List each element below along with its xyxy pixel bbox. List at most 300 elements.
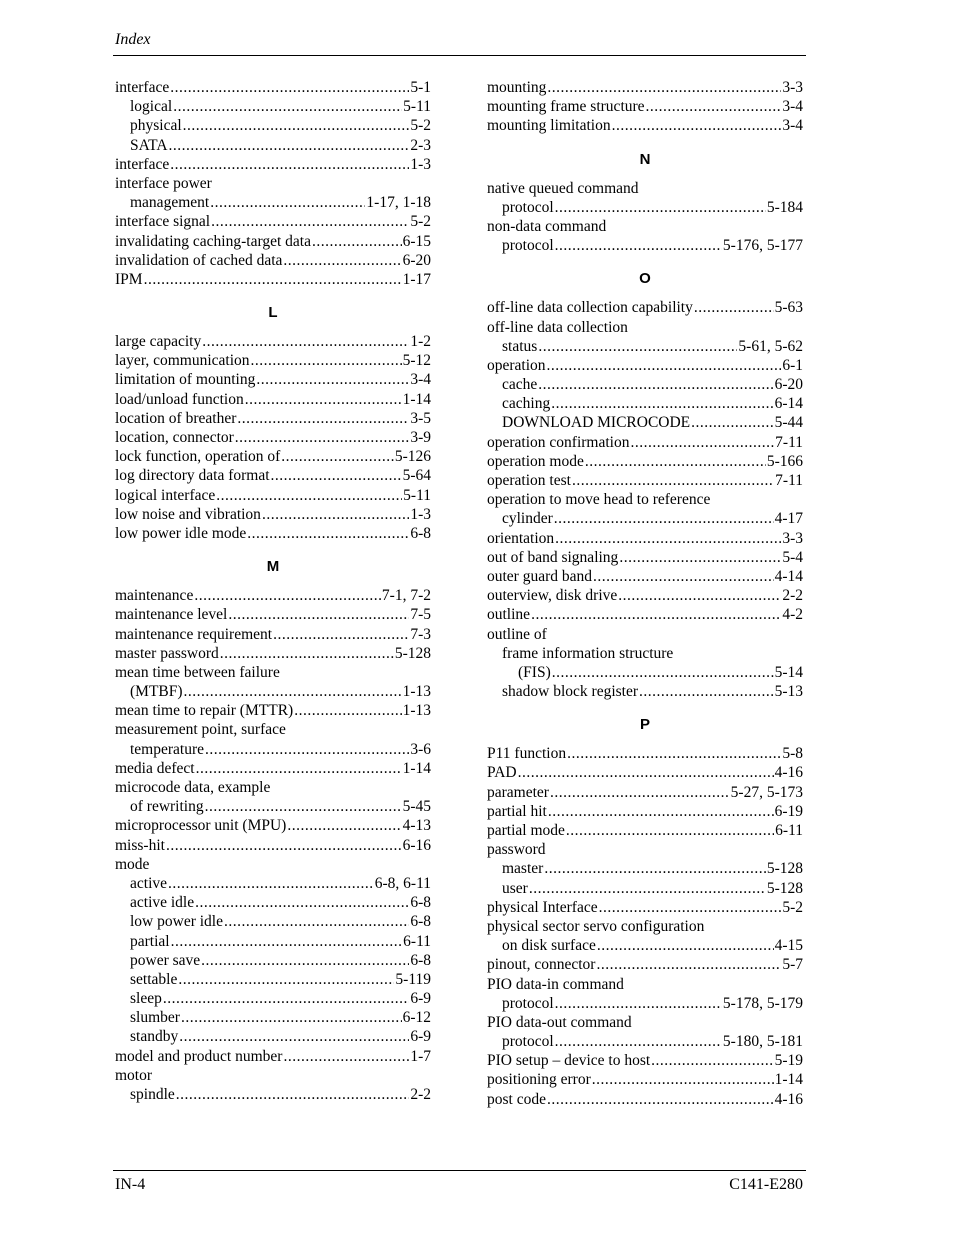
dot-leader — [538, 375, 773, 394]
index-term: (MTBF) — [130, 683, 183, 701]
index-entry — [487, 318, 803, 337]
index-entry — [487, 917, 803, 936]
index-term: partial — [130, 932, 170, 950]
index-term: partial mode — [487, 822, 565, 839]
index-term: interface — [115, 155, 170, 173]
index-page-ref: 7-5 — [410, 606, 431, 624]
index-entry — [115, 682, 431, 701]
index-entry — [115, 1047, 431, 1066]
index-term: orientation — [487, 529, 555, 547]
dot-leader — [168, 874, 374, 893]
index-page-ref: 4-15 — [774, 937, 803, 955]
index-term: frame information structure — [502, 644, 674, 662]
index-entry — [487, 859, 803, 878]
dot-leader — [639, 682, 774, 701]
index-entry — [487, 586, 803, 605]
index-page-ref: 5-61, 5-62 — [738, 337, 803, 355]
dot-leader — [547, 356, 782, 375]
index-page-ref: 5-45 — [402, 798, 431, 816]
index-entry — [487, 936, 803, 955]
index-term: spindle — [130, 1086, 175, 1103]
dot-leader — [169, 136, 410, 155]
index-entry — [115, 370, 431, 389]
index-page-ref: 4-17 — [774, 510, 803, 528]
index-entry — [115, 951, 431, 970]
index-entry — [487, 567, 803, 586]
dot-leader — [547, 78, 781, 97]
index-page-ref: 4-16 — [774, 1090, 803, 1108]
dot-leader — [256, 370, 409, 389]
index-page-ref: 1-3 — [410, 505, 431, 523]
index-term: caching — [502, 395, 551, 413]
index-page-ref: 1-7 — [410, 1047, 431, 1065]
index-entry — [115, 251, 431, 270]
index-term: motor — [115, 1066, 153, 1084]
dot-leader — [555, 994, 722, 1013]
index-term: IPM — [115, 270, 143, 288]
dot-leader — [312, 232, 402, 251]
index-page-ref: 5-7 — [782, 956, 803, 974]
index-term: mean time between failure — [115, 663, 280, 681]
index-page-ref: 5-63 — [774, 299, 803, 317]
dot-leader — [205, 797, 402, 816]
dot-leader — [694, 298, 774, 317]
dot-leader — [651, 1051, 773, 1070]
index-term: layer, communication — [115, 352, 250, 370]
index-page-ref: 6-20 — [402, 251, 431, 269]
page-header-title: Index — [115, 31, 151, 48]
index-term: location, connector — [115, 429, 234, 446]
index-entry — [115, 97, 431, 116]
index-term: media defect — [115, 759, 195, 777]
index-entry — [115, 874, 431, 893]
index-entry — [487, 802, 803, 821]
index-entry — [115, 390, 431, 409]
index-page-ref: 5-13 — [774, 683, 803, 701]
index-term: outer guard band — [487, 567, 593, 585]
index-page-ref: 1-14 — [774, 1071, 803, 1089]
index-page-ref: 1-13 — [402, 702, 431, 720]
index-entry — [487, 1032, 803, 1051]
index-page-ref: 2-3 — [410, 136, 431, 154]
dot-leader — [596, 955, 781, 974]
index-term: non-data command — [487, 217, 607, 235]
dot-leader — [294, 701, 401, 720]
dot-leader — [597, 936, 774, 955]
index-entry — [487, 236, 803, 255]
index-entry — [115, 193, 431, 212]
index-section-letter: O — [639, 270, 651, 288]
index-term: off-line data collection — [487, 318, 628, 336]
index-term: maintenance level — [115, 606, 228, 624]
dot-leader — [555, 236, 722, 255]
index-entry — [115, 428, 431, 447]
dot-leader — [202, 332, 409, 351]
index-term: user — [502, 879, 528, 897]
dot-leader — [228, 605, 409, 624]
index-entry — [115, 155, 431, 174]
index-term: off-line data collection capability — [487, 299, 693, 317]
dot-leader — [593, 567, 774, 586]
index-page-ref: 6-8 — [410, 951, 431, 969]
index-term: model and product number — [115, 1047, 283, 1065]
index-page-ref: 5-1 — [410, 79, 431, 96]
dot-leader — [547, 1090, 774, 1109]
index-term: outline — [487, 606, 531, 624]
index-page-ref: 5-166 — [766, 452, 803, 470]
index-entry — [115, 505, 431, 524]
index-term: status — [502, 337, 538, 355]
index-term: microcode data, example — [115, 779, 271, 796]
dot-leader — [171, 932, 403, 951]
index-page-ref: 7-11 — [775, 472, 803, 489]
index-page-ref: 5-27, 5-173 — [730, 783, 803, 801]
index-entry — [487, 337, 803, 356]
index-term: maintenance — [115, 587, 194, 605]
index-entry — [487, 509, 803, 528]
dot-leader — [599, 898, 782, 917]
dot-leader — [194, 586, 381, 605]
index-term: management — [130, 194, 210, 212]
index-section-letter: N — [639, 150, 651, 168]
index-page-ref: 5-178, 5-179 — [722, 994, 803, 1012]
index-term: password — [487, 841, 546, 859]
index-term: physical Interface — [487, 898, 598, 916]
index-entry — [487, 1070, 803, 1089]
index-page-ref: 6-14 — [774, 395, 803, 413]
dot-leader — [262, 505, 409, 524]
index-term: outerview, disk drive — [487, 587, 618, 605]
index-page-ref: 5-176, 5-177 — [722, 237, 803, 255]
index-section-letter: P — [639, 716, 650, 734]
index-entry — [487, 433, 803, 452]
index-term: protocol — [502, 1033, 554, 1051]
dot-leader — [554, 509, 774, 528]
index-page-ref: 1-2 — [410, 333, 431, 351]
index-entry — [115, 136, 431, 155]
dot-leader — [181, 1008, 402, 1027]
index-term: outline of — [487, 625, 547, 643]
index-entry — [115, 605, 431, 624]
index-term: master — [502, 860, 544, 878]
index-term: cylinder — [502, 510, 553, 528]
index-entry — [115, 932, 431, 951]
dot-leader — [166, 836, 402, 855]
index-page-ref: 5-8 — [782, 745, 803, 763]
index-page-ref: 3-4 — [782, 98, 803, 116]
index-entry — [487, 605, 803, 624]
index-entry — [115, 836, 431, 855]
index-page-ref: 2-2 — [782, 587, 803, 605]
index-entry — [115, 644, 431, 663]
index-term: SATA — [130, 136, 168, 154]
index-entry — [115, 78, 431, 97]
index-page-ref: 3-6 — [410, 740, 431, 758]
dot-leader — [548, 802, 774, 821]
dot-leader — [555, 1032, 722, 1051]
index-entry — [115, 232, 431, 251]
index-entry — [115, 720, 431, 739]
index-entry — [115, 1027, 431, 1046]
index-page-ref: 4-13 — [402, 817, 431, 835]
index-entry — [487, 879, 803, 898]
index-entry — [487, 97, 803, 116]
dot-leader — [163, 989, 409, 1008]
index-term: lock function, operation of — [115, 448, 281, 466]
dot-leader — [552, 663, 774, 682]
index-page-ref: 5-180, 5-181 — [722, 1033, 803, 1051]
dot-leader — [183, 116, 410, 135]
dot-leader — [173, 97, 402, 116]
index-entry — [115, 797, 431, 816]
index-page-ref: 6-16 — [402, 836, 431, 854]
index-page-ref: 5-184 — [766, 198, 803, 216]
index-page-ref: 1-3 — [410, 155, 431, 173]
index-page-ref: 6-8 — [410, 894, 431, 912]
index-page-ref: 4-2 — [782, 606, 803, 624]
index-entry — [487, 375, 803, 394]
index-term: low noise and vibration — [115, 505, 261, 523]
index-term: low power idle — [130, 913, 223, 931]
index-entry — [487, 682, 803, 701]
dot-leader — [271, 466, 402, 485]
index-page-ref: 7-11 — [775, 433, 803, 451]
index-term: mounting — [487, 79, 547, 96]
dot-leader — [572, 471, 774, 490]
index-term: pinout, connector — [487, 956, 596, 974]
index-entry — [487, 840, 803, 859]
index-page-ref: 2-2 — [410, 1086, 431, 1103]
index-entry — [115, 989, 431, 1008]
dot-leader — [237, 409, 409, 428]
index-page-ref: 4-14 — [774, 567, 803, 585]
index-page-ref: 5-4 — [782, 548, 803, 566]
index-page-ref: 5-19 — [774, 1052, 803, 1070]
dot-leader — [178, 970, 394, 989]
index-term: physical sector servo configuration — [487, 917, 705, 935]
dot-leader — [555, 529, 781, 548]
dot-leader — [585, 452, 766, 471]
index-term: positioning error — [487, 1071, 591, 1089]
index-term: parameter — [487, 783, 549, 801]
index-entry — [487, 625, 803, 644]
index-entry — [487, 644, 803, 663]
dot-leader — [538, 337, 737, 356]
index-term: log directory data format — [115, 467, 270, 485]
index-term: standby — [130, 1028, 179, 1046]
footer-page-number: IN-4 — [115, 1176, 146, 1193]
index-entry — [487, 994, 803, 1013]
dot-leader — [216, 486, 402, 505]
index-term: temperature — [130, 740, 205, 758]
index-term: post code — [487, 1090, 546, 1108]
index-entry — [115, 332, 431, 351]
dot-leader — [544, 859, 766, 878]
index-entry — [487, 413, 803, 432]
index-section-letter: L — [268, 304, 278, 322]
dot-leader — [567, 744, 781, 763]
index-term: active idle — [130, 894, 195, 912]
index-entry — [487, 217, 803, 236]
index-term: operation to move head to reference — [487, 491, 711, 509]
index-term: operation test — [487, 472, 571, 489]
index-page-ref: 5-2 — [410, 213, 431, 231]
index-entry — [115, 174, 431, 193]
index-entry — [487, 356, 803, 375]
index-term: operation — [487, 356, 546, 374]
dot-leader — [566, 821, 774, 840]
dot-leader — [630, 433, 774, 452]
dot-leader — [646, 97, 782, 116]
index-page-ref: 5-2 — [410, 117, 431, 135]
dot-leader — [251, 351, 402, 370]
index-column-right — [487, 78, 803, 1109]
index-entry — [115, 212, 431, 231]
index-entry — [487, 548, 803, 567]
index-entry — [487, 179, 803, 198]
index-page-ref: 5-11 — [403, 98, 431, 116]
dot-leader — [170, 155, 409, 174]
index-term: measurement point, surface — [115, 721, 286, 739]
dot-leader — [283, 1047, 409, 1066]
index-page-ref: 5-128 — [766, 879, 803, 897]
index-entry — [115, 778, 431, 797]
index-entry — [487, 898, 803, 917]
index-term: native queued command — [487, 179, 639, 197]
index-page-ref: 5-126 — [394, 448, 431, 466]
index-term: miss-hit — [115, 836, 165, 854]
dot-leader — [529, 879, 766, 898]
index-page-ref: 6-1 — [782, 356, 803, 374]
index-term: interface — [115, 79, 170, 96]
index-term: PIO data-in command — [487, 975, 624, 993]
index-term: shadow block register — [502, 683, 639, 701]
index-entry — [487, 471, 803, 490]
index-page-ref: 6-8, 6-11 — [374, 874, 431, 892]
index-entry — [115, 663, 431, 682]
dot-leader — [176, 1085, 410, 1104]
index-entry — [487, 78, 803, 97]
index-page-ref: 5-14 — [774, 663, 803, 681]
index-entry — [115, 270, 431, 289]
index-term: PIO data-out command — [487, 1013, 632, 1031]
index-entry — [115, 855, 431, 874]
index-entry — [487, 955, 803, 974]
index-entry — [487, 763, 803, 782]
index-page-ref: 6-8 — [410, 913, 431, 931]
index-page-ref: 3-3 — [782, 79, 803, 96]
index-entry — [115, 759, 431, 778]
index-entry — [115, 740, 431, 759]
dot-leader — [211, 212, 409, 231]
index-term: DOWNLOAD MICROCODE — [502, 414, 691, 432]
index-entry — [115, 1008, 431, 1027]
index-entry — [487, 1013, 803, 1032]
dot-leader — [210, 193, 365, 212]
index-page-ref: 3-3 — [782, 529, 803, 547]
index-page-ref: 1-13 — [402, 683, 431, 701]
index-entry — [115, 409, 431, 428]
index-page-ref: 1-17 — [402, 270, 431, 288]
dot-leader — [691, 413, 773, 432]
index-entry — [115, 893, 431, 912]
index-term: mounting limitation — [487, 117, 611, 135]
index-term: location of breather — [115, 409, 237, 427]
dot-leader — [287, 816, 401, 835]
index-entry — [487, 298, 803, 317]
dot-leader — [179, 1027, 409, 1046]
index-entry — [487, 490, 803, 509]
dot-leader — [281, 447, 394, 466]
index-entry — [115, 447, 431, 466]
index-term: PAD — [487, 764, 517, 782]
index-entry — [487, 744, 803, 763]
index-entry — [487, 975, 803, 994]
index-entry — [115, 701, 431, 720]
dot-leader — [612, 116, 782, 135]
index-term: mode — [115, 855, 150, 873]
index-page-ref: 6-11 — [403, 932, 431, 950]
index-term: interface signal — [115, 213, 211, 231]
index-entry — [115, 970, 431, 989]
index-page-ref: 3-5 — [410, 409, 431, 427]
index-entry — [487, 821, 803, 840]
index-page-ref: 5-128 — [766, 860, 803, 878]
index-term: maintenance requirement — [115, 625, 273, 643]
index-term: out of band signaling — [487, 548, 619, 566]
index-entry — [487, 1051, 803, 1070]
index-entry — [115, 486, 431, 505]
index-entry — [115, 524, 431, 543]
index-term: logical interface — [115, 486, 216, 504]
index-entry — [115, 586, 431, 605]
index-entry — [115, 1066, 431, 1085]
index-page-ref: 3-9 — [410, 429, 431, 446]
index-page-ref: 6-12 — [402, 1009, 431, 1027]
index-term: on disk surface — [502, 937, 596, 955]
index-entry — [487, 1090, 803, 1109]
index-entry — [115, 1085, 431, 1104]
index-term: large capacity — [115, 333, 202, 351]
dot-leader — [555, 198, 766, 217]
index-term: P11 function — [487, 745, 567, 763]
index-term: low power idle mode — [115, 524, 247, 542]
index-entry — [115, 351, 431, 370]
index-page-ref: 4-16 — [774, 764, 803, 782]
dot-leader — [184, 682, 402, 701]
index-page-ref: 5-44 — [774, 414, 803, 432]
dot-leader — [518, 763, 774, 782]
index-page-ref: 5-119 — [395, 970, 431, 988]
index-term: operation mode — [487, 452, 584, 470]
index-page-ref: 5-64 — [402, 467, 431, 485]
dot-leader — [224, 912, 409, 931]
index-page-ref: 5-128 — [394, 644, 431, 662]
index-page-ref: 1-14 — [402, 390, 431, 408]
index-page-ref: 6-9 — [410, 1028, 431, 1046]
index-page-ref: 6-8 — [410, 524, 431, 542]
index-entry — [115, 625, 431, 644]
dot-leader — [619, 548, 781, 567]
dot-leader — [531, 605, 781, 624]
header-rule — [113, 55, 806, 56]
index-page-ref: 7-3 — [410, 625, 431, 643]
index-term: active — [130, 874, 168, 892]
dot-leader — [196, 759, 402, 778]
index-term: sleep — [130, 990, 162, 1008]
index-term: protocol — [502, 994, 554, 1012]
dot-leader — [144, 270, 402, 289]
